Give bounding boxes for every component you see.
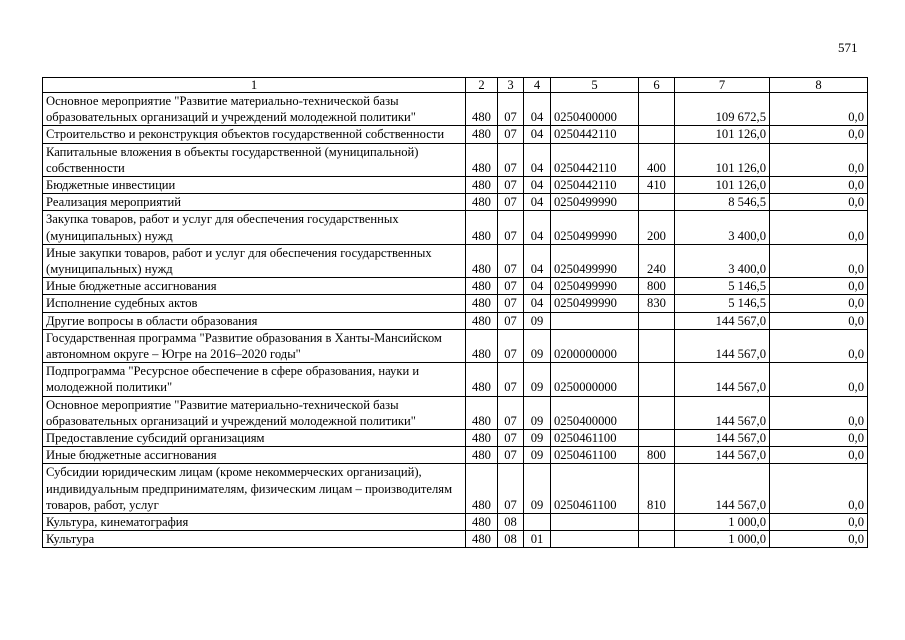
row-name: Государственная программа "Развитие образования в Ханты-Мансийском автономном округе – Югре на 2016–2020 годы" <box>43 329 466 362</box>
row-target-code: 0250499990 <box>551 194 639 211</box>
row-name: Культура <box>43 531 466 548</box>
row-admin-code: 480 <box>466 363 498 396</box>
row-target-code: 0250499990 <box>551 295 639 312</box>
row-target-code: 0250461100 <box>551 464 639 514</box>
row-name: Основное мероприятие "Развитие материально-технической базы образовательных организаций и учреждений молодежной политики" <box>43 93 466 126</box>
header-col-1: 1 <box>43 78 466 93</box>
row-section: 07 <box>498 464 524 514</box>
row-expense-type <box>639 363 675 396</box>
row-admin-code: 480 <box>466 244 498 277</box>
row-amount-2: 0,0 <box>770 531 868 548</box>
row-name: Иные бюджетные ассигнования <box>43 278 466 295</box>
row-expense-type: 240 <box>639 244 675 277</box>
row-expense-type: 200 <box>639 211 675 244</box>
row-target-code: 0250400000 <box>551 93 639 126</box>
row-name: Предоставление субсидий организациям <box>43 430 466 447</box>
row-subsection: 09 <box>524 363 551 396</box>
row-subsection <box>524 514 551 531</box>
row-name: Закупка товаров, работ и услуг для обеспечения государственных (муниципальных) нужд <box>43 211 466 244</box>
row-admin-code: 480 <box>466 295 498 312</box>
row-section: 07 <box>498 430 524 447</box>
row-subsection: 09 <box>524 464 551 514</box>
row-admin-code: 480 <box>466 531 498 548</box>
header-col-5: 5 <box>551 78 639 93</box>
row-amount-2: 0,0 <box>770 93 868 126</box>
header-col-7: 7 <box>675 78 770 93</box>
row-admin-code: 480 <box>466 329 498 362</box>
row-subsection: 09 <box>524 312 551 329</box>
header-row <box>43 78 868 93</box>
row-amount: 109 672,5 <box>675 93 770 126</box>
row-amount: 8 546,5 <box>675 194 770 211</box>
row-admin-code: 480 <box>466 396 498 429</box>
row-amount: 144 567,0 <box>675 363 770 396</box>
row-admin-code: 480 <box>466 93 498 126</box>
row-amount-2: 0,0 <box>770 464 868 514</box>
table-row <box>43 312 868 329</box>
row-section: 08 <box>498 514 524 531</box>
row-section: 07 <box>498 396 524 429</box>
table-row <box>43 514 868 531</box>
row-amount: 144 567,0 <box>675 464 770 514</box>
table-row <box>43 194 868 211</box>
table-row <box>43 464 868 514</box>
table-body <box>43 93 868 548</box>
row-target-code: 0250499990 <box>551 278 639 295</box>
table-row <box>43 143 868 176</box>
row-amount: 144 567,0 <box>675 430 770 447</box>
row-admin-code: 480 <box>466 177 498 194</box>
row-subsection: 04 <box>524 126 551 143</box>
row-admin-code: 480 <box>466 312 498 329</box>
row-amount-2: 0,0 <box>770 329 868 362</box>
row-amount: 1 000,0 <box>675 531 770 548</box>
row-name: Реализация мероприятий <box>43 194 466 211</box>
row-name: Бюджетные инвестиции <box>43 177 466 194</box>
row-amount-2: 0,0 <box>770 447 868 464</box>
row-section: 07 <box>498 312 524 329</box>
row-subsection: 04 <box>524 278 551 295</box>
table-row <box>43 430 868 447</box>
row-subsection: 09 <box>524 447 551 464</box>
table-row <box>43 211 868 244</box>
table-row <box>43 329 868 362</box>
row-amount-2: 0,0 <box>770 244 868 277</box>
header-col-8: 8 <box>770 78 868 93</box>
row-amount-2: 0,0 <box>770 514 868 531</box>
row-amount: 144 567,0 <box>675 396 770 429</box>
table-row <box>43 244 868 277</box>
row-subsection: 04 <box>524 93 551 126</box>
row-section: 07 <box>498 295 524 312</box>
table-row <box>43 93 868 126</box>
budget-table <box>42 77 868 548</box>
row-target-code: 0200000000 <box>551 329 639 362</box>
row-amount-2: 0,0 <box>770 211 868 244</box>
row-subsection: 04 <box>524 143 551 176</box>
row-target-code <box>551 312 639 329</box>
row-amount-2: 0,0 <box>770 295 868 312</box>
row-admin-code: 480 <box>466 464 498 514</box>
row-amount: 3 400,0 <box>675 211 770 244</box>
row-amount-2: 0,0 <box>770 278 868 295</box>
row-amount: 144 567,0 <box>675 329 770 362</box>
row-subsection: 04 <box>524 244 551 277</box>
row-subsection: 04 <box>524 194 551 211</box>
table-row <box>43 447 868 464</box>
header-col-6: 6 <box>639 78 675 93</box>
row-amount: 3 400,0 <box>675 244 770 277</box>
row-amount: 5 146,5 <box>675 278 770 295</box>
header-col-2: 2 <box>466 78 498 93</box>
row-admin-code: 480 <box>466 143 498 176</box>
row-target-code: 0250442110 <box>551 126 639 143</box>
table-row <box>43 531 868 548</box>
row-name: Капитальные вложения в объекты государственной (муниципальной) собственности <box>43 143 466 176</box>
row-subsection: 09 <box>524 329 551 362</box>
page-number: 571 <box>838 40 858 55</box>
row-target-code: 0250499990 <box>551 244 639 277</box>
row-expense-type <box>639 126 675 143</box>
row-subsection: 04 <box>524 177 551 194</box>
row-subsection: 04 <box>524 211 551 244</box>
row-admin-code: 480 <box>466 126 498 143</box>
table-row <box>43 295 868 312</box>
row-expense-type: 800 <box>639 447 675 464</box>
row-amount-2: 0,0 <box>770 143 868 176</box>
row-amount: 101 126,0 <box>675 126 770 143</box>
table-row <box>43 278 868 295</box>
row-section: 07 <box>498 244 524 277</box>
row-target-code <box>551 514 639 531</box>
row-expense-type <box>639 396 675 429</box>
row-amount: 5 146,5 <box>675 295 770 312</box>
row-amount: 1 000,0 <box>675 514 770 531</box>
row-admin-code: 480 <box>466 194 498 211</box>
row-amount-2: 0,0 <box>770 177 868 194</box>
table-row <box>43 126 868 143</box>
row-expense-type: 830 <box>639 295 675 312</box>
row-expense-type: 400 <box>639 143 675 176</box>
header-col-4: 4 <box>524 78 551 93</box>
row-amount-2: 0,0 <box>770 363 868 396</box>
row-target-code <box>551 531 639 548</box>
row-section: 08 <box>498 531 524 548</box>
row-name: Культура, кинематография <box>43 514 466 531</box>
table-row <box>43 363 868 396</box>
row-admin-code: 480 <box>466 447 498 464</box>
row-name: Основное мероприятие "Развитие материально-технической базы образовательных организаций и учреждений молодежной политики" <box>43 396 466 429</box>
row-expense-type <box>639 329 675 362</box>
row-amount-2: 0,0 <box>770 126 868 143</box>
row-amount: 144 567,0 <box>675 447 770 464</box>
row-section: 07 <box>498 329 524 362</box>
row-name: Иные бюджетные ассигнования <box>43 447 466 464</box>
row-section: 07 <box>498 278 524 295</box>
row-expense-type <box>639 194 675 211</box>
row-amount: 101 126,0 <box>675 143 770 176</box>
row-expense-type: 810 <box>639 464 675 514</box>
row-target-code: 0250461100 <box>551 447 639 464</box>
row-name: Иные закупки товаров, работ и услуг для обеспечения государственных (муниципальных) нужд <box>43 244 466 277</box>
row-amount-2: 0,0 <box>770 194 868 211</box>
row-amount-2: 0,0 <box>770 396 868 429</box>
row-expense-type <box>639 312 675 329</box>
row-amount: 144 567,0 <box>675 312 770 329</box>
row-subsection: 01 <box>524 531 551 548</box>
row-target-code: 0250442110 <box>551 143 639 176</box>
row-subsection: 04 <box>524 295 551 312</box>
row-target-code: 0250461100 <box>551 430 639 447</box>
table-row <box>43 396 868 429</box>
row-expense-type <box>639 514 675 531</box>
row-admin-code: 480 <box>466 430 498 447</box>
header-col-3: 3 <box>498 78 524 93</box>
row-section: 07 <box>498 194 524 211</box>
row-name: Исполнение судебных актов <box>43 295 466 312</box>
row-expense-type: 800 <box>639 278 675 295</box>
row-amount-2: 0,0 <box>770 312 868 329</box>
row-section: 07 <box>498 93 524 126</box>
row-section: 07 <box>498 363 524 396</box>
row-expense-type <box>639 430 675 447</box>
row-name: Строительство и реконструкция объектов государственной собственности <box>43 126 466 143</box>
row-target-code: 0250000000 <box>551 363 639 396</box>
row-amount: 101 126,0 <box>675 177 770 194</box>
row-subsection: 09 <box>524 430 551 447</box>
row-amount-2: 0,0 <box>770 430 868 447</box>
row-expense-type <box>639 93 675 126</box>
row-admin-code: 480 <box>466 211 498 244</box>
row-section: 07 <box>498 177 524 194</box>
row-section: 07 <box>498 211 524 244</box>
row-admin-code: 480 <box>466 278 498 295</box>
row-expense-type <box>639 531 675 548</box>
row-target-code: 0250442110 <box>551 177 639 194</box>
row-section: 07 <box>498 126 524 143</box>
row-subsection: 09 <box>524 396 551 429</box>
row-target-code: 0250499990 <box>551 211 639 244</box>
row-name: Другие вопросы в области образования <box>43 312 466 329</box>
row-name: Подпрограмма "Ресурсное обеспечение в сфере образования, науки и молодежной политики" <box>43 363 466 396</box>
row-expense-type: 410 <box>639 177 675 194</box>
row-target-code: 0250400000 <box>551 396 639 429</box>
row-section: 07 <box>498 447 524 464</box>
row-admin-code: 480 <box>466 514 498 531</box>
table-row <box>43 177 868 194</box>
row-name: Субсидии юридическим лицам (кроме некоммерческих организаций), индивидуальным предпринимателям, физическим лицам – производителям товаров, работ, услуг <box>43 464 466 514</box>
row-section: 07 <box>498 143 524 176</box>
